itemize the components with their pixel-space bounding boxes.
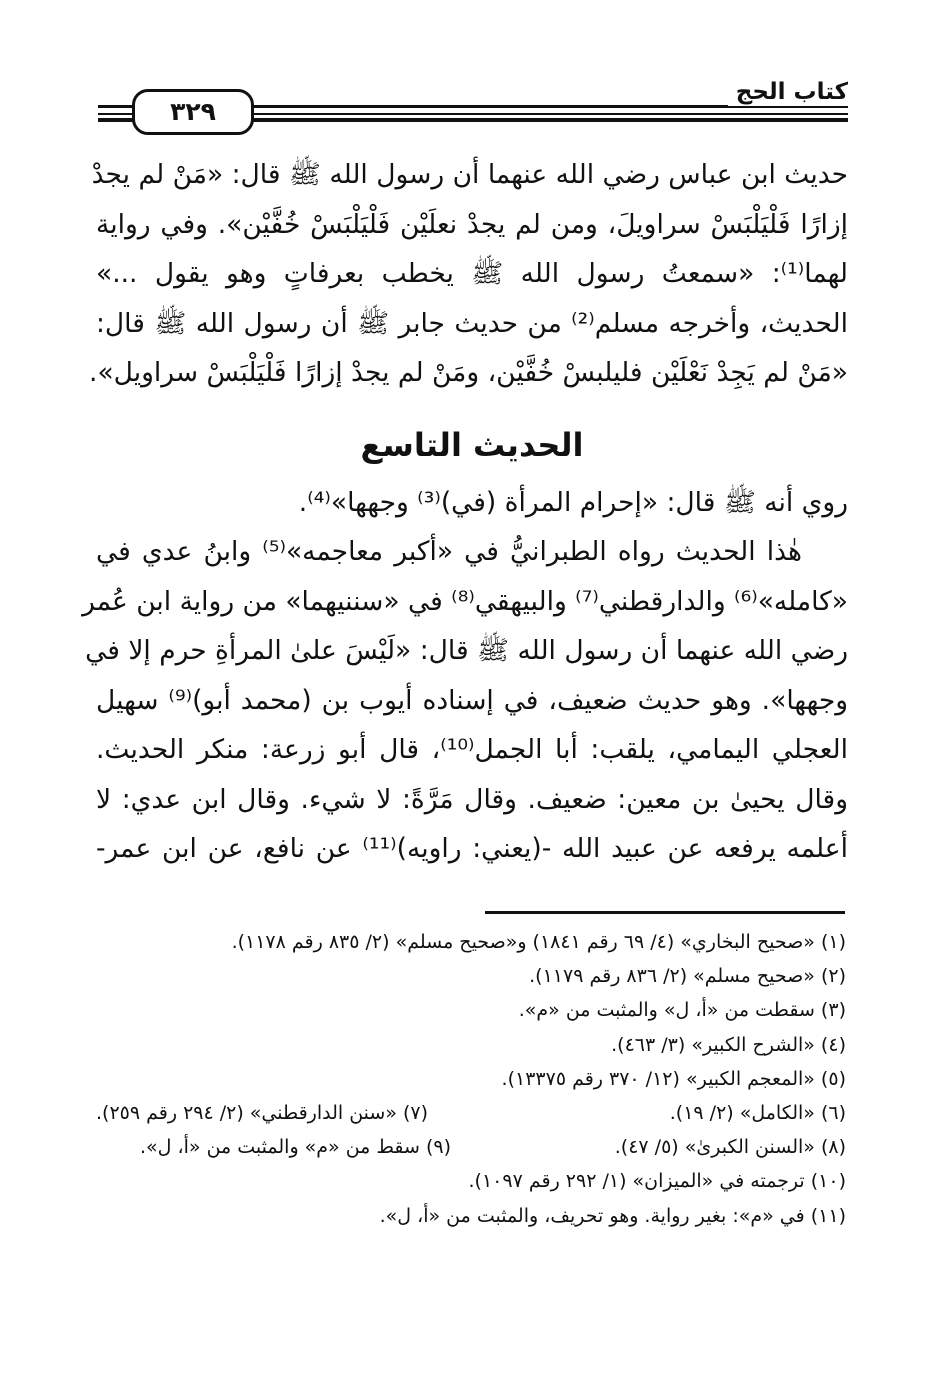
footnote: (٢) «صحيح مسلم» (٢/ ٨٣٦ رقم ١١٧٩).: [529, 965, 846, 988]
footnote: (٩) سقط من «م» والمثبت من «أ، ل».: [140, 1136, 452, 1159]
footnote: (٣) سقطت من «أ، ل» والمثبت من «م».: [518, 999, 846, 1022]
footnote: (١١) في «م»: بغير رواية. وهو تحريف، والمثبت من «أ، ل».: [379, 1204, 846, 1227]
text-line: روي أنه ﷺ قال: «إحرام المرأة (في)⁽³⁾ وجهها»⁽⁴⁾.: [298, 486, 848, 518]
footnote: (٦) «الكامل» (٢/ ١٩).: [669, 1101, 846, 1124]
text-line: رضي الله عنهما أن رسول الله ﷺ قال: «لَيْسَ علىٰ المرأةِ حرم إلا في: [85, 635, 848, 666]
footnote: (١) «صحيح البخاري» (٤/ ٦٩ رقم ١٨٤١) و«صحيح مسلم» (٢/ ٨٣٥ رقم ١١٧٨).: [231, 931, 846, 953]
text-line: العجلي اليمامي، يلقب: أبا الجمل⁽¹⁰⁾، قال أبو زرعة: منكر الحديث.: [96, 734, 848, 765]
footnote: (١٠) ترجمته في «الميزان» (١/ ٢٩٢ رقم ١٠٩٧).: [468, 1170, 846, 1193]
text-line: «كامله»⁽⁶⁾ والدارقطني⁽⁷⁾ والبيهقي⁽⁸⁾ في «سننيهما» من رواية ابن عُمر: [82, 585, 848, 617]
text-line: هٰذا الحديث رواه الطبرانيُّ في «أكبر معاجمه»⁽⁵⁾ وابنُ عدي في: [96, 536, 802, 567]
footnotes: [96, 925, 846, 1233]
text-line: وقال يحيىٰ بن معين: ضعيف. وقال مَرَّةً: لا شيء. وقال ابن عدي: لا: [96, 783, 848, 815]
footnote: (٨) «السنن الكبرىٰ» (٥/ ٤٧).: [614, 1136, 846, 1159]
book-title: كتاب الحج: [728, 78, 848, 106]
section-heading: الحديث التاسع: [360, 425, 584, 464]
footnote: (٥) «المعجم الكبير» (١٢/ ٣٧٠ رقم ١٣٣٧٥).: [501, 1067, 846, 1090]
text-line: أعلمه يرفعه عن عبيد الله -(يعني: راويه)⁽¹¹⁾ عن نافع، عن ابن عمر-: [96, 833, 848, 864]
footnote-row: [96, 1130, 846, 1164]
footnote-row: [96, 1096, 846, 1130]
text-line: حديث ابن عباس رضي الله عنهما أن رسول الله ﷺ قال: «مَنْ لم يجدْ: [91, 159, 848, 190]
text-line: لهما⁽¹⁾: «سمعتُ رسول الله ﷺ يخطب بعرفاتٍ وهو يقول ...»: [96, 258, 848, 289]
text-line: إزارًا فَلْيَلْبَسْ سراويلَ، ومن لم يجدْ نعلَيْن فَلْيَلْبَسْ خُفَّيْن». وفي رواية: [96, 208, 848, 240]
page-number: ٣٢٩: [132, 89, 254, 135]
footnote: (٤) «الشرح الكبير» (٣/ ٤٦٣).: [611, 1033, 846, 1056]
text-line: الحديث، وأخرجه مسلم⁽²⁾ من حديث جابر ﷺ أن رسول الله ﷺ قال:: [96, 307, 848, 339]
main-text: [82, 150, 848, 874]
text-line: وجهها». وهو حديث ضعيف، في إسناده أيوب بن (محمد أبو)⁽⁹⁾ سهيل: [96, 684, 848, 716]
page-header: [98, 72, 848, 128]
text-line: «مَنْ لم يَجِدْ نَعْلَيْن فليلبسْ خُفَّيْن، ومَنْ لم يجدْ إزارًا فَلْيَلْبَسْ سراويل».: [89, 357, 848, 388]
footnote-separator: [485, 911, 845, 914]
footnote: (٧) «سنن الدارقطني» (٢/ ٢٩٤ رقم ٢٥٩).: [96, 1101, 429, 1124]
